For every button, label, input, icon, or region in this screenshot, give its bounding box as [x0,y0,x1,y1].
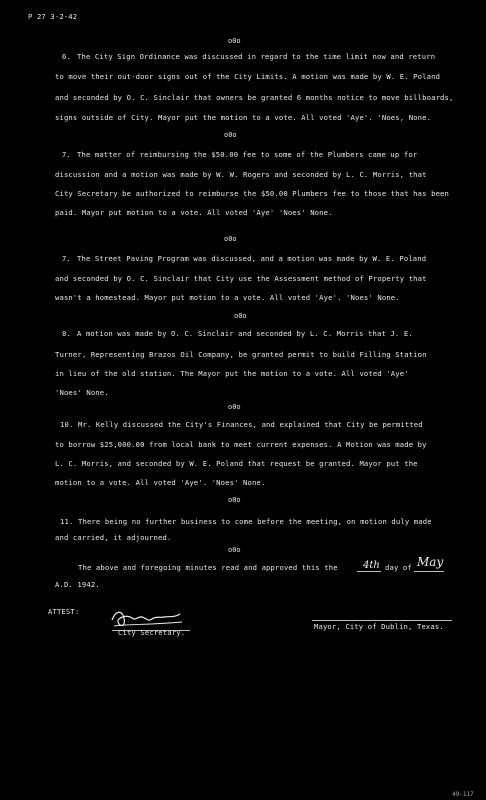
item-text-line: to move their out-door signs out of the City Limits. A motion was made by W. E. Poland [55,72,441,81]
item-number: 8. [62,329,71,338]
item-text-line: paid. Mayor put motion to a vote. All voted 'Aye' 'Noes' None. [55,208,333,217]
item-text-line: in lieu of the old station. The Mayor put the motion to a vote. All voted 'Aye' [55,369,409,378]
item-number: 11. [60,517,74,526]
item-text-line: 'Noes' None. [55,388,109,397]
separator: o0o [234,312,247,320]
month-underline [414,571,444,572]
approval-month-handwritten: May [417,555,444,569]
secretary-title: City Secretary. [118,628,186,637]
separator: o0o [228,37,241,45]
item-text-line: and carried, it adjourned. [55,533,172,542]
item-text-line: The Street Paving Program was discussed, and a motion was made by W. E. Poland [77,254,427,263]
item-number: 6. [62,52,71,61]
item-text-line: motion to a vote. All voted 'Aye'. 'Noes' None. [55,478,266,487]
item-text-line: The City Sign Ordinance was discussed in regard to the time limit now and return [77,52,436,61]
day-underline [357,571,381,572]
approval-text-dayof: day of [385,563,412,572]
item-text-line: City Secretary be authorized to reimburse the $50.00 Plumbers fee to those that has been [55,189,449,198]
item-text-line: L. C. Morris, and seconded by W. E. Poland that request be granted. Mayor put the [55,459,418,468]
separator: o0o [228,546,241,554]
item-text-line: and seconded by O. C. Sinclair that City use the Assessment method of Property that [55,274,427,283]
item-number: 7. [62,150,71,159]
item-text-line: Turner, Representing Brazos Oil Company, be granted permit to build Filling Station [55,350,427,359]
item-text-line: There being no further business to come before the meeting, on motion duly made [78,517,432,526]
item-text-line: Mr. Kelly discussed the City's Finances, and explained that City be permitted [78,420,423,429]
item-text-line: The matter of reimbursing the $50.00 fee to some of the Plumbers came up for [77,150,418,159]
corner-mark: 49-117 [452,791,474,798]
approval-year: A.D. 1942. [55,580,100,589]
mayor-signature-line [312,620,452,621]
item-text-line: wasn't a homestead. Mayor put motion to a vote. All voted 'Aye'. 'Noes' None. [55,293,400,302]
item-text-line: A motion was made by O. C. Sinclair and seconded by L. C. Morris that J. E. [77,329,413,338]
separator: o0o [224,235,237,243]
mayor-title: Mayor, City of Dublin, Texas. [314,622,444,631]
separator: o0o [224,131,237,139]
item-text-line: and seconded by O. C. Sinclair that owners be granted 6 months notice to move billboards, [55,93,454,102]
item-number: 7. [62,254,71,263]
separator: o0o [228,403,241,411]
separator: o0o [228,496,241,504]
item-text-line: discussion and a motion was made by W. W. Rogers and seconded by L. C. Morris, that [55,170,427,179]
approval-text: The above and foregoing minutes read and approved this the [78,563,338,572]
item-text-line: to borrow $25,000.00 from local bank to meet current expenses. A Motion was made by [55,440,427,449]
item-text-line: signs outside of City. Mayor put the motion to a vote. All voted 'Aye'. 'Noes, None. [55,113,432,122]
page-date-ref: P 27 3-2-42 [28,12,78,21]
item-number: 10. [60,420,74,429]
attest-label: ATTEST: [48,607,80,616]
approval-day-handwritten: 4th [363,560,380,571]
